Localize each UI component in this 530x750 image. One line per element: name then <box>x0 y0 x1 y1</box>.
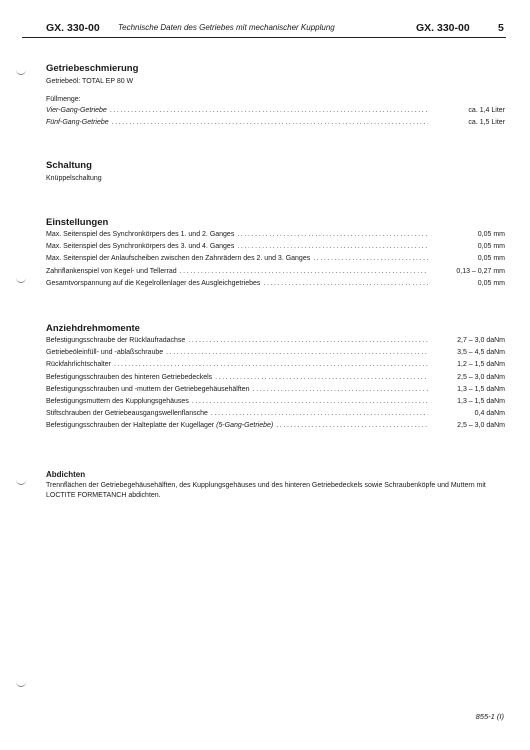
spec-value: 2,5 – 3,0 daNm <box>457 373 505 381</box>
leader-dots <box>253 384 428 396</box>
leader-dots <box>112 117 428 129</box>
spec-row <box>46 266 505 278</box>
page-reference: 855-1 (I) <box>475 712 504 721</box>
spec-value: 1,2 – 1,5 daNm <box>457 361 505 369</box>
spec-label: Zahnflankenspiel von Kegel- und Tellerrad <box>46 267 177 275</box>
spec-label: Max. Seitenspiel der Anlaufscheiben zwischen den Zahnrädern des 2. und 3. Ganges <box>46 255 311 263</box>
spec-label: Stiftschrauben der Getriebeausgangswellenflansche <box>46 410 208 418</box>
section-schaltung <box>46 160 505 184</box>
spec-row <box>46 420 505 432</box>
fill-label: Füllmenge: <box>46 96 81 103</box>
section-heading: Einstellungen <box>46 217 109 228</box>
spec-row <box>46 396 505 408</box>
leader-dots <box>114 359 428 371</box>
spec-label: Gesamtvorspannung auf die Kegelrollenlager des Ausgleichgetriebes <box>46 279 261 287</box>
spec-value: 1,3 – 1,5 daNm <box>457 397 505 405</box>
spec-label <box>46 420 273 432</box>
spec-row <box>46 347 505 359</box>
spec-value: 2,7 – 3,0 daNm <box>457 337 505 344</box>
spec-label: Rückfahrlichtschalter <box>46 361 111 369</box>
spec-label: Befestigungsschrauben und -muttern der Getriebegehäusehälften <box>46 385 250 393</box>
spec-row <box>46 105 505 117</box>
spec-row <box>46 229 505 241</box>
spec-label: Max. Seitenspiel des Synchronkörpers des 1. und 2. Ganges <box>46 231 235 238</box>
oil-type: Getriebeöl: TOTAL EP 80 W <box>46 78 134 85</box>
spec-label: Getriebeöleinfüll- und -ablaßschraube <box>46 349 164 357</box>
spec-value: 0,05 mm <box>477 231 505 238</box>
section-heading: Schaltung <box>46 160 92 171</box>
spec-label-note: (5-Gang-Getriebe) <box>216 422 274 430</box>
leader-dots <box>313 253 428 265</box>
section-text: Trennflächen der Getriebegehäusehälften, des Kupplungsgehäuses und des hinteren Getriebedeckels sowie Schraubenköpfe und Muttern mit LOCTITE FORMETANCH abdichten. <box>46 482 486 499</box>
spec-row <box>46 278 505 290</box>
binding-mark <box>16 478 26 485</box>
section-heading: Abdichten <box>46 470 86 479</box>
section-text: Knüppelschaltung <box>46 175 102 182</box>
leader-dots <box>166 347 428 359</box>
spec-row <box>46 372 505 384</box>
section-heading: Getriebeschmierung <box>46 63 139 74</box>
spec-label: Befestigungsmuttern des Kupplungsgehäuses <box>46 397 189 405</box>
section-einstellungen <box>46 217 505 290</box>
leader-dots <box>188 335 428 347</box>
spec-label: Vier-Gang-Getriebe <box>46 107 107 114</box>
spec-row <box>46 117 505 129</box>
leader-dots <box>237 241 428 253</box>
section-anziehdrehmomente <box>46 323 505 433</box>
spec-row <box>46 253 505 265</box>
spec-row <box>46 241 505 253</box>
section-getriebeschmierung <box>46 63 505 129</box>
leader-dots <box>192 396 428 408</box>
spec-label: Max. Seitenspiel des Synchronkörpers des 3. und 4. Ganges <box>46 243 235 251</box>
section-abdichten <box>46 470 505 501</box>
spec-value: 0,4 daNm <box>474 410 505 418</box>
page-number: 5 <box>498 22 504 34</box>
spec-row <box>46 335 505 347</box>
leader-dots <box>211 408 428 420</box>
header-title: Technische Daten des Getriebes mit mechanischer Kupplung <box>118 23 335 32</box>
leader-dots <box>215 372 428 384</box>
spec-value: 0,05 mm <box>477 279 505 287</box>
header-left-code: GX. 330-00 <box>46 22 100 34</box>
section-heading: Anziehdrehmomente <box>46 323 140 334</box>
spec-value: ca. 1,5 Liter <box>468 119 505 127</box>
leader-dots <box>180 266 428 278</box>
leader-dots <box>263 278 428 290</box>
binding-mark <box>16 68 26 75</box>
header-rule <box>22 37 506 38</box>
spec-row <box>46 384 505 396</box>
spec-value: 3,5 – 4,5 daNm <box>457 349 505 357</box>
spec-label: Befestigungsschrauben des hinteren Getriebedeckels <box>46 373 213 381</box>
spec-label: Befestigungsschraube der Rücklaufradachse <box>46 337 186 344</box>
spec-value: ca. 1,4 Liter <box>468 107 505 114</box>
leader-dots <box>237 229 428 241</box>
spec-value: 1,3 – 1,5 daNm <box>457 385 505 393</box>
spec-label-main: Befestigungsschrauben der Halteplatte der Kugellager <box>46 422 215 430</box>
spec-value: 2,5 – 3,0 daNm <box>457 422 505 430</box>
header-right-code: GX. 330-00 <box>416 22 470 34</box>
spec-value: 0,05 mm <box>477 243 505 251</box>
binding-mark <box>16 680 26 687</box>
leader-dots <box>110 105 428 117</box>
spec-label: Fünf-Gang-Getriebe <box>46 119 109 127</box>
spec-row <box>46 408 505 420</box>
spec-value: 0,13 – 0,27 mm <box>456 267 505 275</box>
binding-mark <box>16 276 26 283</box>
spec-row <box>46 359 505 371</box>
spec-value: 0,05 mm <box>477 255 505 263</box>
leader-dots <box>276 420 428 432</box>
